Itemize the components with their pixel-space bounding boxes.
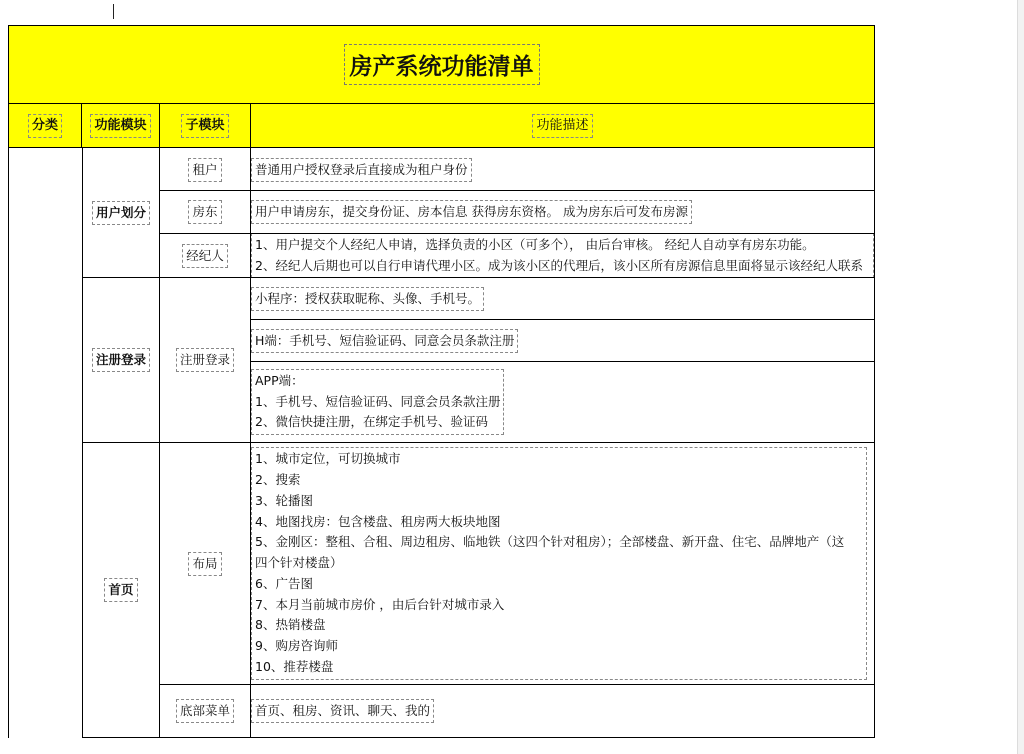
desc-layout: 1、城市定位，可切换城市 2、搜索 3、轮播图 4、地图找房：包含楼盘、租房两大板块地图 5、金刚区：整租、合租、周边租房、临地铁（这四个针对租房）；全部楼盘、新开盘、住宅、品牌地产（这 四个针对楼盘） 6、广告图 7、本月当前城市房价 ，由后台针对城市录入 8、热销楼盘 9、购房咨询师 10、推荐楼盘 [251,443,874,684]
title-banner [8,25,875,104]
text-cursor [113,4,114,19]
page-title: 房产系统功能清单 [344,44,540,85]
desc-landlord: 用户申请房东，提交身份证、房本信息 获得房东资格。 成为房东后可发布房源 [251,191,874,233]
module-user-division: 用户划分 [83,149,159,277]
header-submodule: 子模块 [160,104,251,148]
submodule-register-login: 注册登录 [160,278,250,442]
module-register-login: 注册登录 [83,278,159,442]
desc-miniprogram: 小程序：授权获取昵称、头像、手机号。 [251,278,874,319]
submodule-layout: 布局 [160,443,250,684]
header-description: 功能描述 [251,104,875,148]
desc-h5: H端：手机号、短信验证码、同意会员条款注册 [251,320,874,361]
submodule-tenant: 租户 [160,149,250,190]
function-table [8,104,875,738]
desc-tenant: 普通用户授权登录后直接成为租户身份 [251,149,874,190]
submodule-agent: 经纪人 [160,234,250,277]
desc-agent: 1、用户提交个人经纪人申请，选择负责的小区（可多个）， 由后台审核。 经纪人自动享有房东功能。 2、经纪人后期也可以自行申请代理小区。成为该小区的代理后，该小区所有房源信息里面将显示该经纪人联系 [251,234,874,277]
header-category: 分类 [8,104,82,148]
desc-app: APP端： 1、手机号、短信验证码、同意会员条款注册 2、微信快捷注册，在绑定手机号、验证码 [251,362,874,442]
module-home: 首页 [83,443,159,737]
header-module: 功能模块 [82,104,160,148]
desc-bottom-menu: 首页、租房、资讯、聊天、我的 [251,685,874,737]
submodule-landlord: 房东 [160,191,250,233]
vertical-scrollbar[interactable] [1017,0,1024,754]
submodule-bottom-menu: 底部菜单 [160,685,250,737]
